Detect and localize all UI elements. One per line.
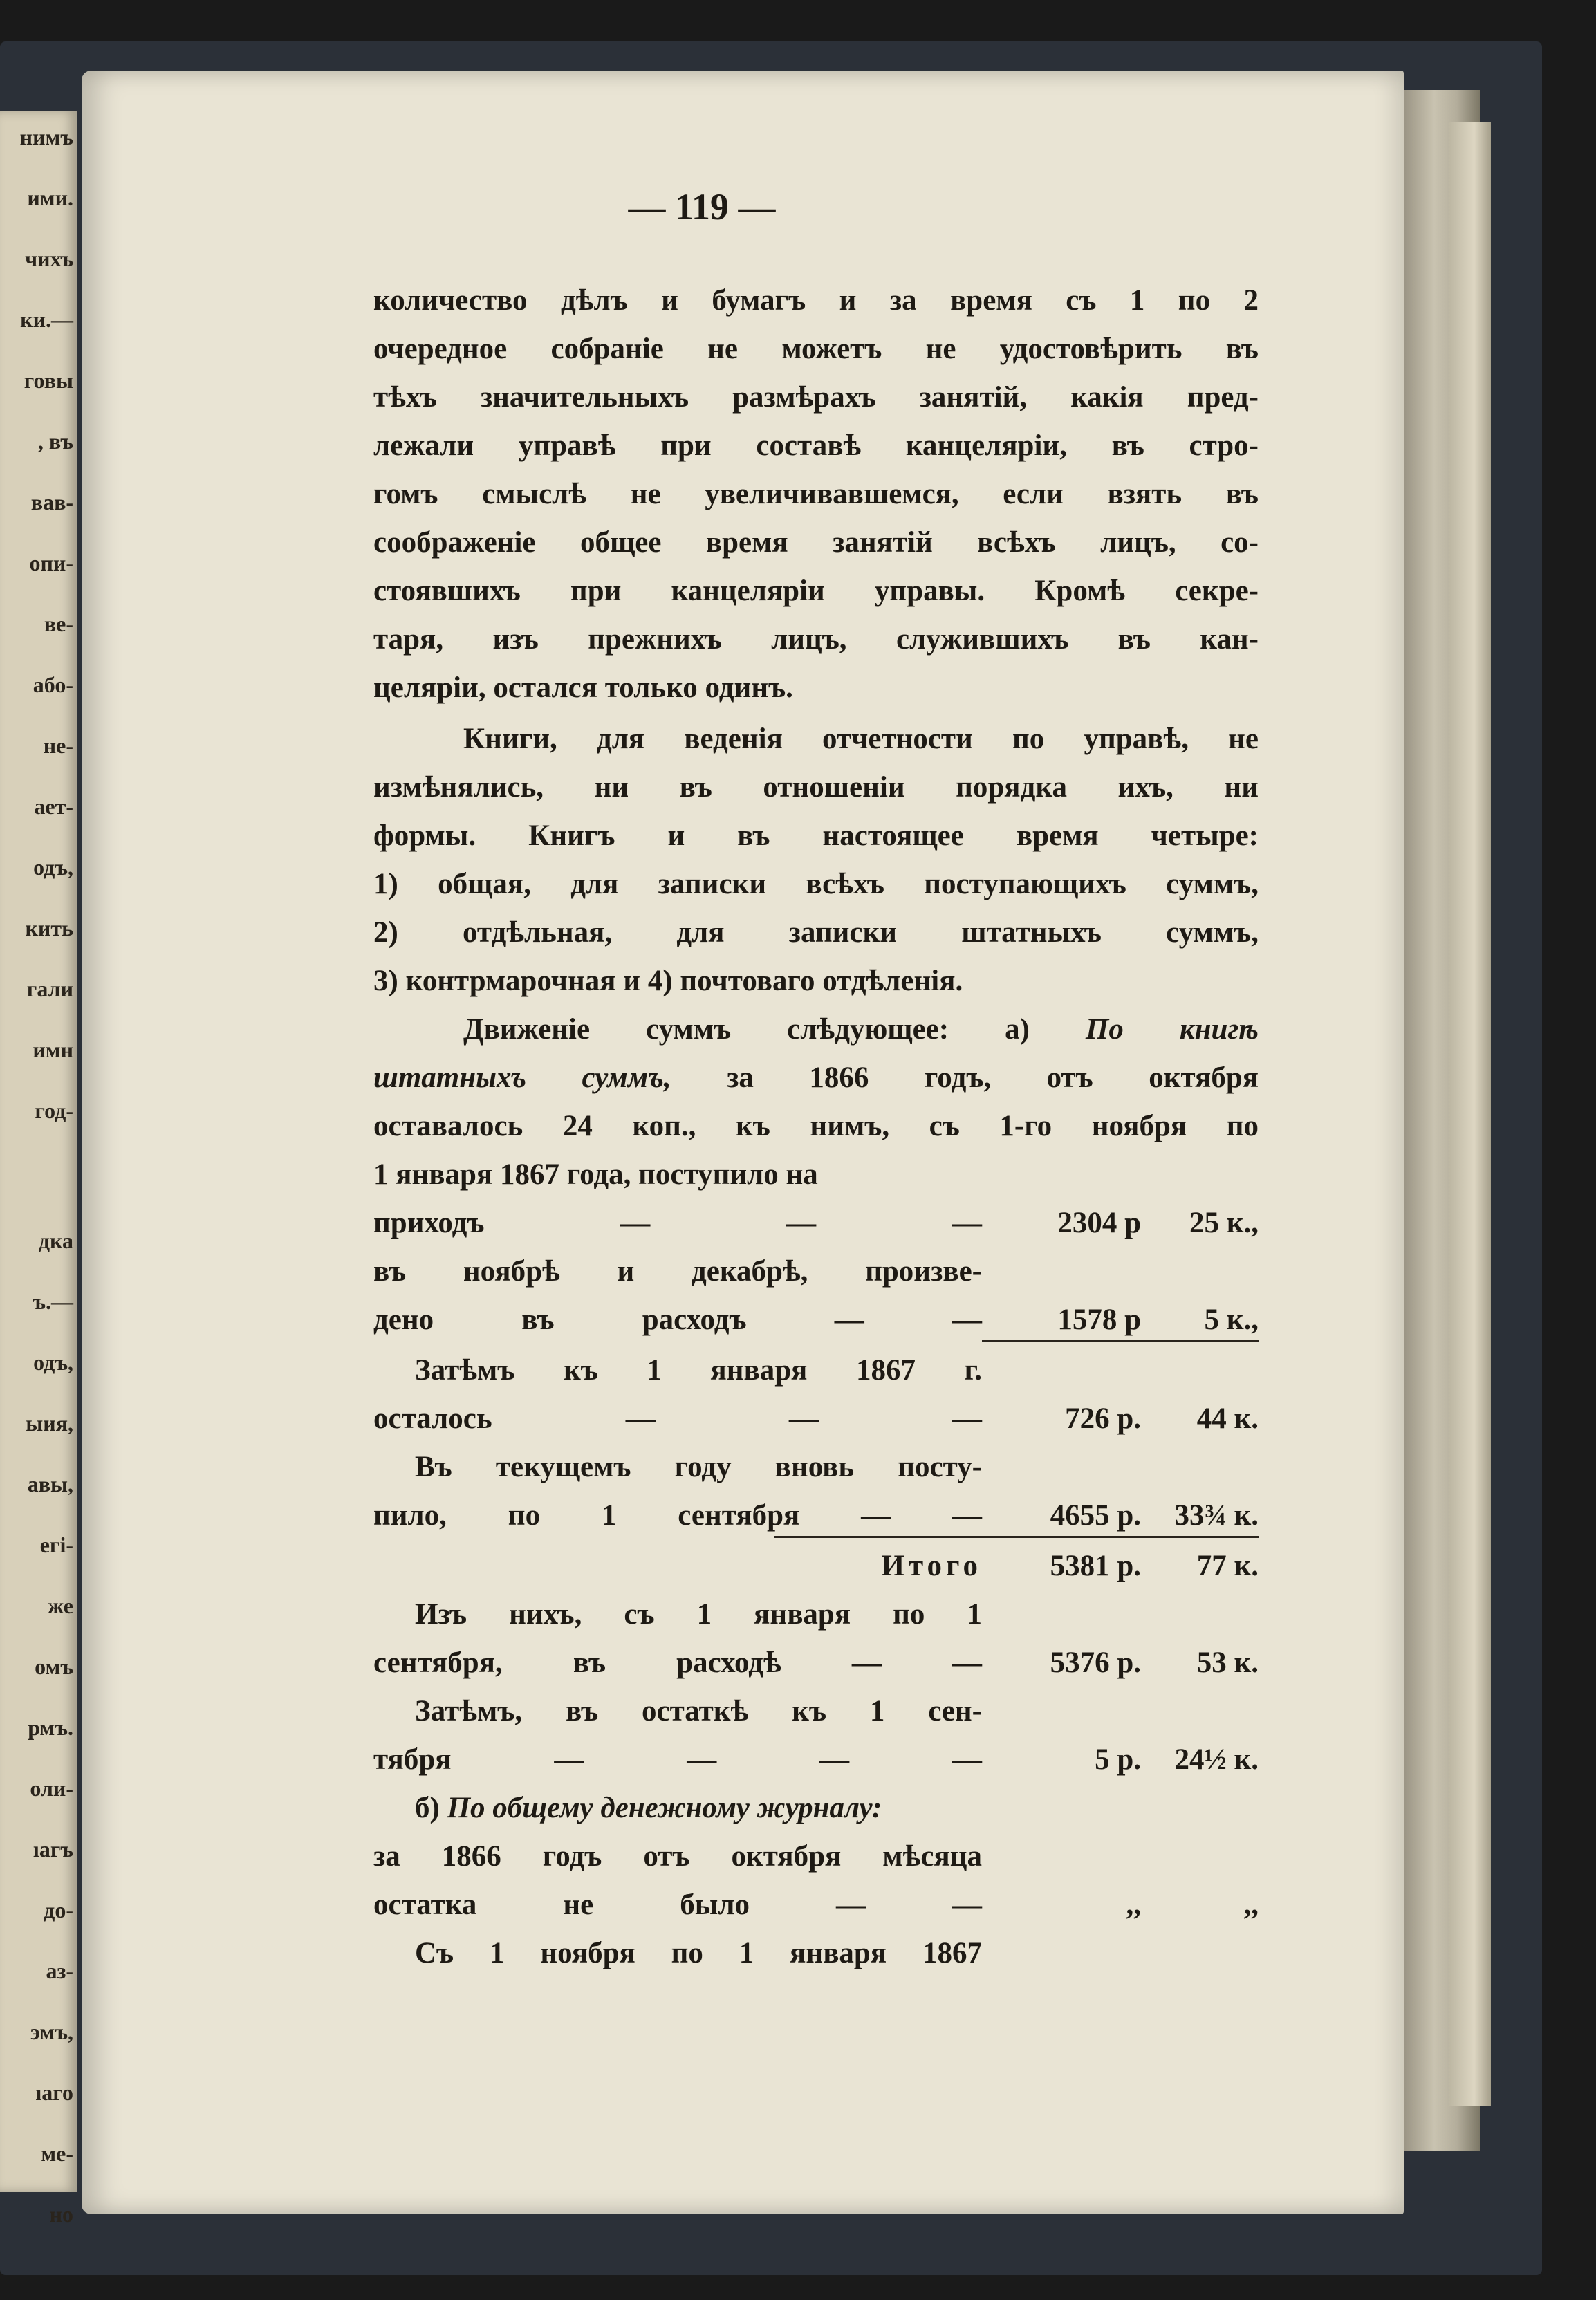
text-span: за 1866 годъ, отъ октября: [727, 1061, 1259, 1094]
account-rubles: 726 р.: [1065, 1402, 1141, 1435]
account-row: [373, 1687, 1259, 1736]
account-kopecks: 25 к.,: [1189, 1207, 1259, 1239]
text-line: измѣнялись, ни въ отношеніи порядка ихъ, ни: [373, 771, 1259, 804]
italic-title: штатныхъ суммъ,: [373, 1061, 671, 1094]
account-row: [373, 1590, 1259, 1639]
previous-page-text-fragment: ъ.—: [33, 1289, 73, 1314]
text-line: [373, 1784, 1259, 1833]
account-label: осталось — — —: [373, 1402, 982, 1435]
previous-page-text-fragment: вав-: [30, 490, 73, 514]
account-rubles: [982, 1443, 1141, 1492]
previous-page-text-fragment: рмъ.: [28, 1715, 73, 1740]
previous-page-text-fragment: аз-: [46, 1958, 73, 1983]
previous-page-text-fragment: ими.: [27, 185, 73, 210]
account-kopecks: 5 к.,: [1204, 1304, 1259, 1336]
italic-title: По книгѣ: [1085, 1013, 1259, 1046]
account-label: Въ текущемъ году вновь посту-: [415, 1451, 982, 1483]
account-rubles: [982, 1590, 1141, 1639]
previous-page-text-fragment: оли-: [30, 1776, 73, 1801]
account-kopecks: [1141, 1833, 1259, 1881]
text-block: [373, 277, 1259, 1978]
previous-page-text-fragment: имн: [33, 1037, 73, 1062]
previous-page-text-fragment: ыия,: [26, 1411, 73, 1436]
previous-page-text-fragment: ме-: [41, 2141, 73, 2166]
paragraph-1: [373, 277, 1259, 712]
previous-page-text-fragment: до-: [44, 1898, 73, 1922]
previous-page-text-fragment: ıаго: [35, 2080, 73, 2105]
text-span: б): [415, 1792, 440, 1824]
previous-page-text-fragment: чихъ: [25, 246, 73, 271]
text-line: [373, 1005, 1259, 1054]
paragraph-2: [373, 715, 1259, 1005]
previous-page-text-fragment: но: [49, 2202, 73, 2227]
text-line: соображеніе общее время занятій всѣхъ лицъ, со-: [373, 526, 1259, 559]
account-label: дено въ расходъ — —: [373, 1304, 982, 1336]
account-row: [373, 1881, 1259, 1929]
account-row: [373, 1443, 1259, 1492]
account-rubles: [982, 1929, 1141, 1978]
previous-page-text-fragment: егі-: [39, 1532, 73, 1557]
account-row: [373, 1833, 1259, 1881]
previous-page-text-fragment: дка: [38, 1228, 73, 1253]
account-label: приходъ — — —: [373, 1207, 982, 1239]
text-line: стоявшихъ при канцеляріи управы. Кромѣ секре-: [373, 575, 1259, 607]
previous-page-text-fragment: омъ: [35, 1654, 73, 1679]
previous-page-text-fragment: ıагъ: [33, 1837, 73, 1862]
previous-page-text-fragment: авы,: [27, 1472, 73, 1496]
previous-page-text-fragment: же: [48, 1593, 73, 1618]
text-line: лежали управѣ при составѣ канцеляріи, въ стро-: [373, 429, 1259, 462]
text-line: формы. Книгъ и въ настоящее время четыре:: [373, 819, 1259, 852]
text-line: тѣхъ значительныхъ размѣрахъ занятій, какія пред-: [373, 381, 1259, 414]
account-table: [373, 1199, 1259, 1784]
text-line: оставалось 24 коп., къ нимъ, съ 1-го ноября по: [373, 1110, 1259, 1142]
text-line: количество дѣлъ и бумагъ и за время съ 1 по 2: [373, 284, 1259, 317]
previous-page-text-fragment: кить: [25, 916, 73, 940]
account-rubles: [982, 1248, 1141, 1296]
text-line: Книги, для веденія отчетности по управѣ, не: [463, 723, 1259, 755]
account-rubles: [982, 1346, 1141, 1395]
account-row: [373, 1542, 1259, 1590]
previous-page-text-fragment: , въ: [37, 429, 73, 454]
account-label: Затѣмъ къ 1 января 1867 г.: [415, 1354, 982, 1387]
account-label: остатка не было — —: [373, 1889, 982, 1921]
account-row: [373, 1296, 1259, 1344]
account-row: [373, 1346, 1259, 1395]
account-rubles: 2304 р: [1057, 1207, 1141, 1239]
previous-page-text-fragment: опи-: [29, 550, 73, 575]
account-kopecks: [1141, 1929, 1259, 1978]
text-line: целяріи, остался только одинъ.: [373, 671, 793, 704]
account-kopecks: ,,: [1243, 1889, 1259, 1921]
account-kopecks: [1141, 1687, 1259, 1736]
account-rubles: 5 р.: [1095, 1743, 1141, 1776]
previous-page-text-fragment: эмъ,: [30, 2019, 73, 2044]
previous-page-text-fragment: одъ,: [33, 855, 73, 880]
account-kopecks: [1141, 1443, 1259, 1492]
account-label: Съ 1 ноября по 1 января 1867: [415, 1937, 982, 1969]
page-fore-edge-inner: [1449, 122, 1491, 2106]
account-rubles: 5381 р.: [1050, 1550, 1141, 1582]
text-line: гомъ смыслѣ не увеличивавшемся, если взять въ: [373, 478, 1259, 510]
previous-page-text-fragment: нимъ: [19, 124, 73, 149]
account-rubles: [982, 1833, 1141, 1881]
previous-page-text-fragment: одъ,: [33, 1350, 73, 1375]
previous-page-text-fragment: ве-: [44, 611, 73, 636]
account-row: [373, 1639, 1259, 1687]
previous-page-text-fragment: ает-: [34, 794, 73, 819]
previous-page-text-fragment: год-: [35, 1098, 73, 1123]
account-kopecks: 44 к.: [1196, 1402, 1259, 1435]
account-row: [373, 1929, 1259, 1978]
account-rubles: 4655 р.: [1050, 1499, 1141, 1532]
text-line: таря, изъ прежнихъ лицъ, служившихъ въ кан-: [373, 623, 1259, 656]
previous-page-text-fragment: гали: [26, 976, 73, 1001]
account-label: за 1866 годъ отъ октября мѣсяца: [373, 1840, 982, 1873]
account-kopecks: [1141, 1346, 1259, 1395]
account-kopecks: [1141, 1248, 1259, 1296]
account-rubles: [982, 1687, 1141, 1736]
text-span: Движеніе суммъ слѣдующее: а): [463, 1013, 1030, 1046]
text-line: 3) контрмарочная и 4) почтоваго отдѣленія.: [373, 965, 963, 997]
account-label: пило, по 1 сентября — —: [373, 1499, 982, 1532]
account-rubles: 1578 р: [1057, 1304, 1141, 1336]
previous-page-edge: [0, 111, 77, 2227]
page-number: — 119 —: [628, 186, 776, 228]
account-rubles: ,,: [1126, 1889, 1141, 1921]
account-kopecks: 33¾ к.: [1174, 1499, 1259, 1532]
previous-page-text-fragment: або-: [33, 672, 73, 697]
account-label: въ ноябрѣ и декабрѣ, произве-: [373, 1255, 982, 1288]
account-label: Изъ нихъ, съ 1 января по 1: [415, 1598, 982, 1631]
text-line: 2) отдѣльная, для записки штатныхъ суммъ,: [373, 916, 1259, 949]
previous-page-text-fragment: говы: [24, 368, 73, 393]
account-label: тября — — — —: [373, 1743, 982, 1776]
account-row: [373, 1736, 1259, 1784]
account-label: Затѣмъ, въ остаткѣ къ 1 сен-: [415, 1695, 982, 1727]
paragraph-4: [373, 1784, 1259, 1978]
text-line: очередное собраніе не можетъ не удостовѣрить въ: [373, 333, 1259, 365]
account-label: сентября, въ расходѣ — —: [373, 1647, 982, 1679]
account-kopecks: [1141, 1590, 1259, 1639]
text-line: [373, 1054, 1259, 1102]
account-row: [373, 1199, 1259, 1248]
text-line: 1) общая, для записки всѣхъ поступающихъ суммъ,: [373, 868, 1259, 900]
account-kopecks: 24½ к.: [1174, 1743, 1259, 1776]
paragraph-3: [373, 1005, 1259, 1199]
italic-title: По общему денежному журналу:: [447, 1792, 882, 1824]
account-row: [373, 1492, 1259, 1540]
account-rubles: 5376 р.: [1050, 1647, 1141, 1679]
previous-page-text-fragment: ки.—: [20, 307, 73, 332]
account-label-total: Итого: [881, 1550, 982, 1582]
account-kopecks: 53 к.: [1196, 1647, 1259, 1679]
account-row: [373, 1248, 1259, 1296]
text-line: 1 января 1867 года, поступило на: [373, 1158, 818, 1191]
account-row: [373, 1395, 1259, 1443]
account-kopecks: 77 к.: [1196, 1550, 1259, 1582]
previous-page-text-fragment: не-: [43, 733, 73, 758]
